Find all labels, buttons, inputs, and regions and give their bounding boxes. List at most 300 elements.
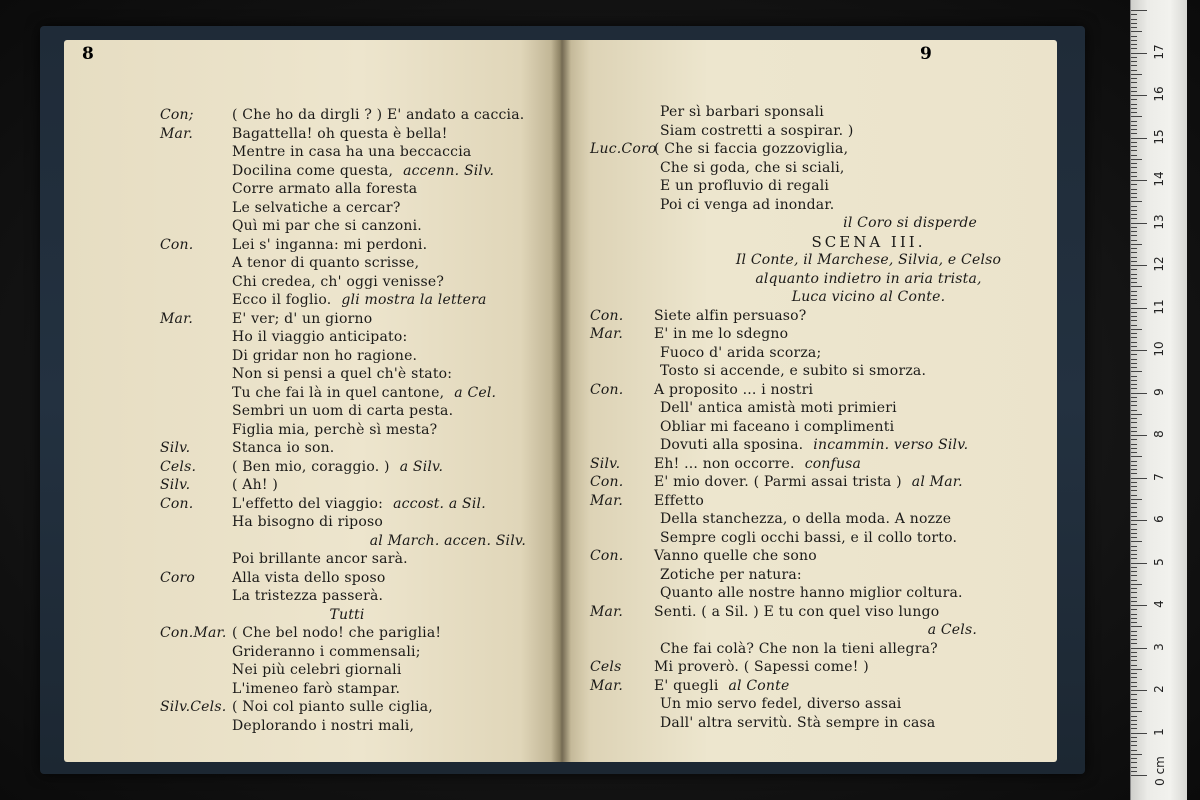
- speaker-label: Cels: [590, 659, 622, 675]
- speaker-label: Con.: [160, 236, 194, 253]
- ruler-tick: [1131, 240, 1137, 241]
- ruler-tick: [1131, 405, 1137, 406]
- text-line: [64, 328, 560, 346]
- ruler-tick: [1131, 235, 1137, 236]
- text-line: [560, 547, 1057, 565]
- ruler-tick: [1131, 384, 1137, 385]
- text-line: [560, 140, 1057, 158]
- ruler-number: 7: [1152, 472, 1166, 481]
- ruler-tick: [1131, 673, 1137, 674]
- ruler-tick: [1131, 444, 1137, 445]
- ruler-tick: [1131, 231, 1137, 232]
- ruler-tick: [1131, 720, 1137, 721]
- speaker-label: Silv.: [160, 477, 191, 493]
- ruler-tick: [1131, 635, 1137, 636]
- ruler-tick: [1131, 197, 1137, 198]
- ruler-tick: [1131, 503, 1137, 504]
- ruler-tick: [1131, 53, 1147, 54]
- ruler-number: 8: [1152, 430, 1166, 438]
- ruler-tick: [1131, 614, 1137, 615]
- verse-text: La tristezza passerà.: [232, 588, 384, 604]
- ruler-tick: [1131, 461, 1137, 462]
- ruler-tick: [1131, 575, 1137, 576]
- ruler-tick: [1131, 40, 1137, 41]
- ruler-tick: [1131, 490, 1137, 491]
- ruler-tick: [1131, 516, 1137, 517]
- right-page: [560, 40, 1057, 762]
- text-line: [64, 532, 560, 550]
- ruler-tick: [1131, 252, 1137, 253]
- ruler-tick: [1131, 609, 1137, 610]
- text-line: [64, 587, 560, 605]
- ruler-tick: [1131, 427, 1137, 428]
- speaker-label: Silv.Cels.: [160, 699, 227, 715]
- verse-text: Eh! ... non occorre.: [654, 455, 795, 472]
- verse-text: L'imeneo farò stampar.: [232, 680, 401, 697]
- text-line: [64, 199, 560, 217]
- ruler-tick: [1131, 703, 1137, 704]
- text-line: [560, 603, 1057, 621]
- ruler-tick: [1131, 448, 1137, 449]
- text-line: [560, 695, 1057, 713]
- ruler-tick: [1131, 728, 1137, 729]
- verse-with-direction: [232, 291, 487, 309]
- stage-direction: al March. accen. Silv.: [369, 532, 526, 549]
- ruler-tick: [1131, 359, 1137, 360]
- text-line: [64, 458, 560, 476]
- ruler-tick: [1131, 44, 1137, 45]
- text-line: [560, 122, 1057, 140]
- ruler-tick: [1131, 206, 1137, 207]
- ruler-tick: [1131, 320, 1137, 321]
- ruler-tick: [1131, 274, 1137, 275]
- text-line: [64, 680, 560, 698]
- ruler-tick: [1131, 745, 1137, 746]
- speaker-label: Coro: [160, 569, 196, 586]
- ruler-tick: [1131, 316, 1137, 317]
- ruler-tick: [1131, 342, 1137, 343]
- ruler-number: 15: [1152, 128, 1166, 145]
- ruler-tick: [1131, 57, 1137, 58]
- ruler-tick: [1131, 592, 1137, 593]
- ruler-tick: [1131, 716, 1137, 717]
- speaker-label: Con.: [590, 307, 624, 324]
- verse-text: Poi ci venga ad inondar.: [660, 196, 835, 213]
- ruler-tick: [1131, 767, 1137, 768]
- verse-text: Dall' altra servitù. Stà sempre in casa: [660, 714, 936, 731]
- ruler-tick: [1131, 631, 1137, 632]
- left-page: [64, 40, 560, 762]
- verse-text: Lei s' inganna: mi perdoni.: [232, 236, 428, 253]
- speaker-label: Con.: [590, 474, 624, 490]
- text-line: [64, 439, 560, 457]
- ruler-tick: [1131, 694, 1137, 695]
- verse-text: Chi credea, ch' oggi venisse?: [232, 273, 445, 290]
- verse-text: Quì mi par che si canzoni.: [232, 218, 422, 234]
- ruler-tick: [1131, 588, 1137, 589]
- text-line: [64, 421, 560, 439]
- ruler-tick: [1131, 176, 1137, 177]
- verse-with-direction: [654, 455, 861, 473]
- ruler-number: 13: [1152, 213, 1166, 230]
- verse-text: Le selvatiche a cercar?: [232, 199, 401, 216]
- ruler-tick: [1131, 418, 1137, 419]
- ruler-tick: [1131, 558, 1137, 559]
- text-line: [64, 365, 560, 383]
- ruler-tick: [1131, 711, 1142, 712]
- verse-with-direction: [654, 677, 789, 695]
- ruler-tick: [1131, 656, 1137, 657]
- stage-direction: il Coro si disperde: [843, 215, 977, 231]
- verse-text: Siam costretti a sospirar. ): [660, 122, 854, 139]
- centered-direction: Tutti: [329, 606, 365, 623]
- ruler-tick: [1131, 248, 1137, 249]
- ruler-tick: [1131, 184, 1137, 185]
- text-line: [560, 288, 1057, 306]
- ruler-tick: [1131, 91, 1137, 92]
- text-line: [64, 291, 560, 309]
- verse-text: Sempre cogli occhi bassi, e il collo torto.: [660, 529, 958, 546]
- speaker-label: Con.: [590, 381, 624, 398]
- verse-text: Docilina come questa,: [232, 162, 394, 179]
- ruler-tick: [1131, 159, 1142, 160]
- verse-with-direction: [232, 384, 496, 402]
- text-line: [560, 621, 1057, 639]
- ruler-tick: [1131, 155, 1137, 156]
- ruler-unit-label: 0 cm: [1153, 756, 1167, 786]
- ruler-tick: [1131, 580, 1137, 581]
- ruler-tick: [1131, 397, 1137, 398]
- verse-text: Nei più celebri giornali: [232, 662, 402, 678]
- text-line: [64, 513, 560, 531]
- verse-text: Grideranno i commensali;: [232, 643, 421, 660]
- text-line: [64, 550, 560, 568]
- ruler-tick: [1131, 571, 1137, 572]
- verse-text: Dell' antica amistà moti primieri: [660, 400, 897, 416]
- text-line: [560, 196, 1057, 214]
- verse-text: E un profluvio di regali: [660, 178, 830, 194]
- verse-with-direction: [232, 458, 443, 476]
- text-line: [64, 236, 560, 254]
- ruler-tick: [1131, 312, 1137, 313]
- stage-direction: incammin. verso Silv.: [813, 437, 969, 453]
- verse-text: Obliar mi faceano i complimenti: [660, 418, 895, 435]
- ruler-tick: [1131, 414, 1142, 415]
- speaker-label: Mar.: [590, 326, 624, 342]
- verse-with-direction: [232, 162, 494, 180]
- verse-text: Tu che fai là in quel cantone,: [232, 384, 445, 401]
- ruler-tick: [1131, 682, 1137, 683]
- text-line: [64, 495, 560, 513]
- ruler-tick: [1131, 129, 1137, 130]
- ruler-tick: [1131, 210, 1137, 211]
- ruler-number: 4: [1152, 600, 1166, 608]
- ruler-tick: [1131, 652, 1137, 653]
- centered-direction: alquanto indietro in aria trista,: [755, 270, 982, 287]
- ruler-tick: [1131, 329, 1142, 330]
- ruler-tick: [1131, 422, 1137, 423]
- ruler-tick: [1131, 622, 1137, 623]
- ruler-number: 14: [1152, 171, 1166, 187]
- ruler-tick: [1131, 214, 1137, 215]
- ruler-tick: [1131, 707, 1137, 708]
- text-line: [560, 270, 1057, 288]
- ruler-tick: [1131, 690, 1147, 691]
- text-line: [64, 106, 560, 124]
- stage-direction: al Mar.: [911, 474, 963, 490]
- ruler-tick: [1131, 70, 1137, 71]
- verse-text: A tenor di quanto scrisse,: [232, 255, 420, 271]
- text-line: [64, 310, 560, 328]
- verse-text: Della stanchezza, o della moda. A nozze: [660, 511, 952, 527]
- ruler-tick: [1131, 337, 1137, 338]
- ruler-tick: [1131, 601, 1137, 602]
- ruler-tick: [1131, 218, 1137, 219]
- ruler-tick: [1131, 180, 1147, 181]
- stage-direction: accenn. Silv.: [403, 162, 495, 179]
- ruler-number: 17: [1152, 43, 1166, 60]
- verse-text: Poi brillante ancor sarà.: [232, 551, 408, 567]
- verse-text: Senti. ( a Sil. ) E tu con quel viso lungo: [654, 603, 940, 620]
- ruler-tick: [1131, 78, 1137, 79]
- ruler-tick: [1131, 512, 1137, 513]
- stage-direction: al Conte: [728, 677, 790, 694]
- verse-text: Siete alfin persuaso?: [654, 307, 807, 324]
- speaker-label: Mar.: [160, 125, 194, 142]
- ruler-tick: [1131, 567, 1137, 568]
- book-gutter: [551, 40, 571, 762]
- text-line: [560, 529, 1057, 547]
- verse-text: Zotiche per natura:: [660, 566, 802, 583]
- verse-text: Sembri un uom di carta pesta.: [232, 403, 454, 419]
- verse-with-direction: [232, 495, 486, 513]
- ruler-tick: [1131, 626, 1142, 627]
- text-line: [560, 658, 1057, 676]
- centered-direction: Il Conte, il Marchese, Silvia, e Celso: [735, 252, 1002, 268]
- ruler-number: 2: [1152, 685, 1166, 693]
- ruler-tick: [1131, 758, 1137, 759]
- verse-text: E' mio dover. ( Parmi assai trista ): [654, 474, 902, 490]
- ruler-tick: [1131, 699, 1137, 700]
- ruler-tick: [1131, 643, 1137, 644]
- verse-with-direction: [654, 473, 963, 491]
- ruler-tick: [1131, 367, 1137, 368]
- verse-text: Per sì barbari sponsali: [660, 104, 824, 120]
- verse-text: Dovuti alla sposina.: [660, 437, 804, 453]
- text-line: [64, 402, 560, 420]
- ruler-tick: [1131, 371, 1142, 372]
- ruler-tick: [1131, 393, 1147, 394]
- ruler-tick: [1131, 121, 1137, 122]
- verse-text: Mentre in casa ha una beccaccia: [232, 144, 472, 160]
- speaker-label: Silv.: [590, 455, 621, 472]
- ruler-tick: [1131, 227, 1137, 228]
- verse-text: Corre armato alla foresta: [232, 181, 418, 197]
- verse-text: Alla vista dello sposo: [232, 569, 386, 586]
- ruler-tick: [1131, 87, 1137, 88]
- verse-text: Di gridar non ho ragione.: [232, 347, 418, 364]
- ruler-tick: [1131, 597, 1137, 598]
- ruler-tick: [1131, 193, 1137, 194]
- speaker-label: Mar.: [160, 310, 194, 327]
- verse-text: Tosto si accende, e subito si smorza.: [660, 363, 927, 379]
- ruler-tick: [1131, 112, 1137, 113]
- verse-text: Ha bisogno di riposo: [232, 514, 383, 530]
- ruler-tick: [1131, 554, 1137, 555]
- ruler-tick: [1131, 482, 1137, 483]
- ruler-tick: [1131, 478, 1147, 479]
- ruler-tick: [1131, 762, 1137, 763]
- ruler-tick: [1131, 529, 1137, 530]
- ruler-tick: [1131, 265, 1147, 266]
- ruler-number: 10: [1152, 341, 1166, 357]
- ruler-tick: [1131, 563, 1147, 564]
- text-line: [560, 307, 1057, 325]
- ruler-tick: [1131, 278, 1137, 279]
- speaker-label: Con.: [590, 548, 624, 564]
- ruler-number: 3: [1152, 642, 1166, 651]
- verse-text: Deplorando i nostri mali,: [232, 717, 415, 734]
- text-line: [560, 492, 1057, 510]
- ruler-tick: [1131, 146, 1137, 147]
- speaker-label: Con.: [160, 495, 194, 512]
- ruler-tick: [1131, 36, 1137, 37]
- ruler-tick: [1131, 189, 1137, 190]
- ruler-tick: [1131, 737, 1137, 738]
- text-line: [560, 251, 1057, 269]
- verse-text: Che si goda, che si sciali,: [660, 159, 845, 176]
- ruler-tick: [1131, 325, 1137, 326]
- ruler-tick: [1131, 125, 1137, 126]
- text-line: [560, 233, 1057, 251]
- ruler-number: 6: [1152, 515, 1166, 523]
- ruler-tick: [1131, 108, 1137, 109]
- ruler-tick: [1131, 410, 1137, 411]
- verse-text: E' quegli: [654, 677, 719, 694]
- ruler-tick: [1131, 286, 1142, 287]
- ruler-tick: [1131, 486, 1137, 487]
- ruler-tick: [1131, 376, 1137, 377]
- ruler-tick: [1131, 354, 1137, 355]
- verse-text: Non si pensi a quel ch'è stato:: [232, 366, 453, 382]
- ruler-tick: [1131, 456, 1142, 457]
- text-line: [64, 217, 560, 235]
- ruler-tick: [1131, 65, 1137, 66]
- text-line: [64, 273, 560, 291]
- centered-direction: Luca vicino al Conte.: [791, 289, 946, 305]
- text-line: [560, 381, 1057, 399]
- ruler-tick: [1131, 686, 1137, 687]
- ruler-tick: [1131, 350, 1147, 351]
- verse-text: Bagattella! oh questa è bella!: [232, 125, 448, 142]
- text-line: [560, 399, 1057, 417]
- ruler-tick: [1131, 754, 1142, 755]
- ruler-tick: [1131, 550, 1137, 551]
- ruler-tick: [1131, 584, 1142, 585]
- ruler-tick: [1131, 750, 1137, 751]
- verse-text: ( Che bel nodo! che pariglia!: [232, 625, 442, 641]
- text-line: [560, 344, 1057, 362]
- ruler-tick: [1131, 660, 1137, 661]
- verse-text: E' in me lo sdegno: [654, 326, 789, 342]
- ruler-tick: [1131, 291, 1137, 292]
- ruler-tick: [1131, 495, 1137, 496]
- text-line: [64, 476, 560, 494]
- stage-direction: confusa: [804, 455, 862, 472]
- text-line: [560, 677, 1057, 695]
- verse-text: Effetto: [654, 492, 704, 509]
- verse-with-direction: [660, 436, 968, 454]
- ruler-tick: [1131, 346, 1137, 347]
- ruler-tick: [1131, 303, 1137, 304]
- ruler-tick: [1131, 31, 1142, 32]
- ruler-tick: [1131, 507, 1137, 508]
- verse-text: Quanto alle nostre hanno miglior coltura.: [660, 585, 963, 601]
- ruler-tick: [1131, 520, 1147, 521]
- text-line: [560, 640, 1057, 658]
- ruler-tick: [1131, 257, 1137, 258]
- speaker-label: Luc.Coro: [590, 141, 657, 157]
- ruler-tick: [1131, 380, 1137, 381]
- ruler-tick: [1131, 469, 1137, 470]
- ruler-tick: [1131, 431, 1137, 432]
- text-line: [560, 159, 1057, 177]
- ruler-tick: [1131, 14, 1137, 15]
- text-line: [64, 717, 560, 735]
- ruler-number: 9: [1152, 387, 1166, 396]
- ruler-tick: [1131, 74, 1142, 75]
- text-line: [560, 455, 1057, 473]
- ruler-tick: [1131, 10, 1147, 11]
- ruler-tick: [1131, 401, 1137, 402]
- ruler-tick: [1131, 733, 1147, 734]
- ruler-tick: [1131, 201, 1142, 202]
- ruler-tick: [1131, 775, 1147, 776]
- verse-text: ( Ben mio, coraggio. ): [232, 458, 390, 475]
- ruler-tick: [1131, 533, 1137, 534]
- ruler-tick: [1131, 61, 1137, 62]
- ruler-tick: [1131, 82, 1137, 83]
- ruler-tick: [1131, 541, 1142, 542]
- verse-text: ( Che si faccia gozzoviglia,: [654, 141, 849, 157]
- speaker-label: Mar.: [590, 492, 624, 509]
- ruler-tick: [1131, 244, 1142, 245]
- stage-direction: gli mostra la lettera: [341, 292, 487, 308]
- verse-text: Figlia mia, perchè sì mesta?: [232, 421, 438, 438]
- ruler-tick: [1131, 771, 1137, 772]
- scene-heading: SCENA III.: [811, 232, 926, 251]
- text-line: [560, 418, 1057, 436]
- text-line: [560, 473, 1057, 491]
- ruler-tick: [1131, 669, 1142, 670]
- ruler-tick: [1131, 167, 1137, 168]
- text-line: [560, 714, 1057, 732]
- text-line: [64, 569, 560, 587]
- text-line: [560, 103, 1057, 121]
- ruler-tick: [1131, 27, 1137, 28]
- speaker-label: Silv.: [160, 440, 191, 456]
- left-page-number: 8: [82, 44, 94, 64]
- ruler-tick: [1131, 546, 1137, 547]
- verse-text: A proposito ... i nostri: [654, 381, 814, 398]
- ruler-tick: [1131, 333, 1137, 334]
- speaker-label: Mar.: [590, 677, 624, 694]
- text-line: [64, 624, 560, 642]
- speaker-label: Mar.: [590, 603, 624, 620]
- ruler-tick: [1131, 23, 1137, 24]
- verse-text: ( Che ho da dirgli ? ) E' andato a caccia.: [232, 107, 525, 123]
- ruler-tick: [1131, 665, 1137, 666]
